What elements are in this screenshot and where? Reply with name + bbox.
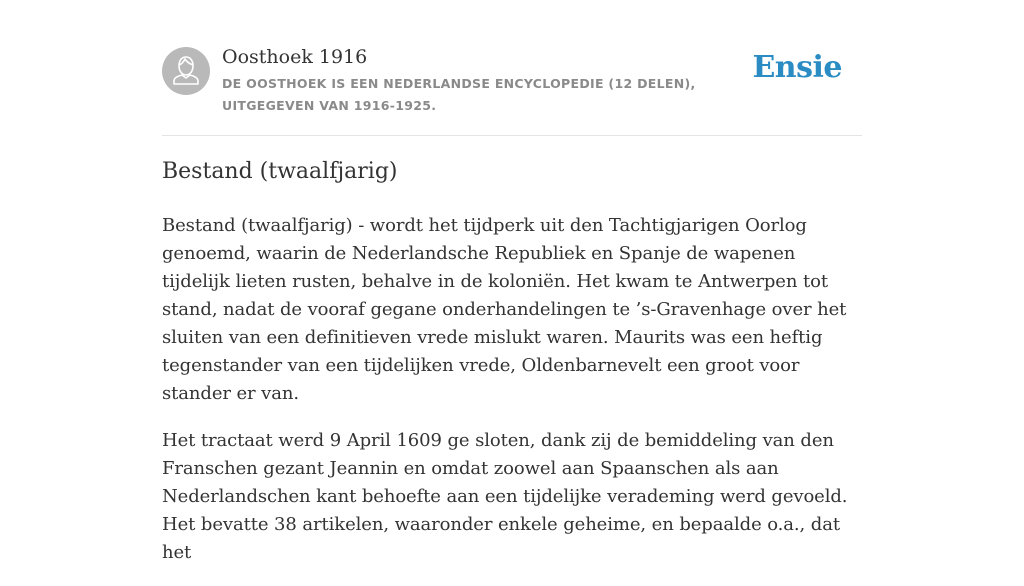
article-paragraph: Bestand (twaalfjarig) - wordt het tijdperk uit den Tachtigjarigen Oorlog genoemd, waarin de Nederlandsche Republiek en Spanje de wapenen tijdelijk lieten rusten, behalve in de koloniën. Het kwam te Antwerpen tot stand, nadat de vooraf gegane onderhandelingen te ’s-Gravenhage over het sluiten van een definitieven vrede mislukt waren. Maurits was een heftig tegenstander van een tijdelijken vrede, Oldenbarnevelt een groot voor stander er van. [162, 215, 847, 404]
article-body [162, 212, 864, 586]
user-icon [162, 47, 210, 95]
avatar[interactable] [162, 47, 210, 95]
source-title[interactable]: Oosthoek 1916 [222, 46, 368, 68]
article-title: Bestand (twaalfjarig) [162, 159, 398, 184]
ensie-logo[interactable]: Ensie [752, 50, 842, 85]
source-description: DE OOSTHOEK IS EEN NEDERLANDSE ENCYCLOPEDIE (12 DELEN), UITGEGEVEN VAN 1916-1925. [222, 76, 696, 113]
source-header [162, 44, 862, 136]
header-divider [162, 135, 862, 136]
article-paragraph: Het tractaat werd 9 April 1609 ge sloten, dank zij de bemiddeling van den Franschen gezant Jeannin en omdat zoowel aan Spaanschen als aan Nederlandschen kant behoefte aan een tijdelijke verademing werd gevoeld. Het bevatte 38 artikelen, waaronder enkele geheime, en bepaalde o.a., dat het [162, 430, 848, 563]
